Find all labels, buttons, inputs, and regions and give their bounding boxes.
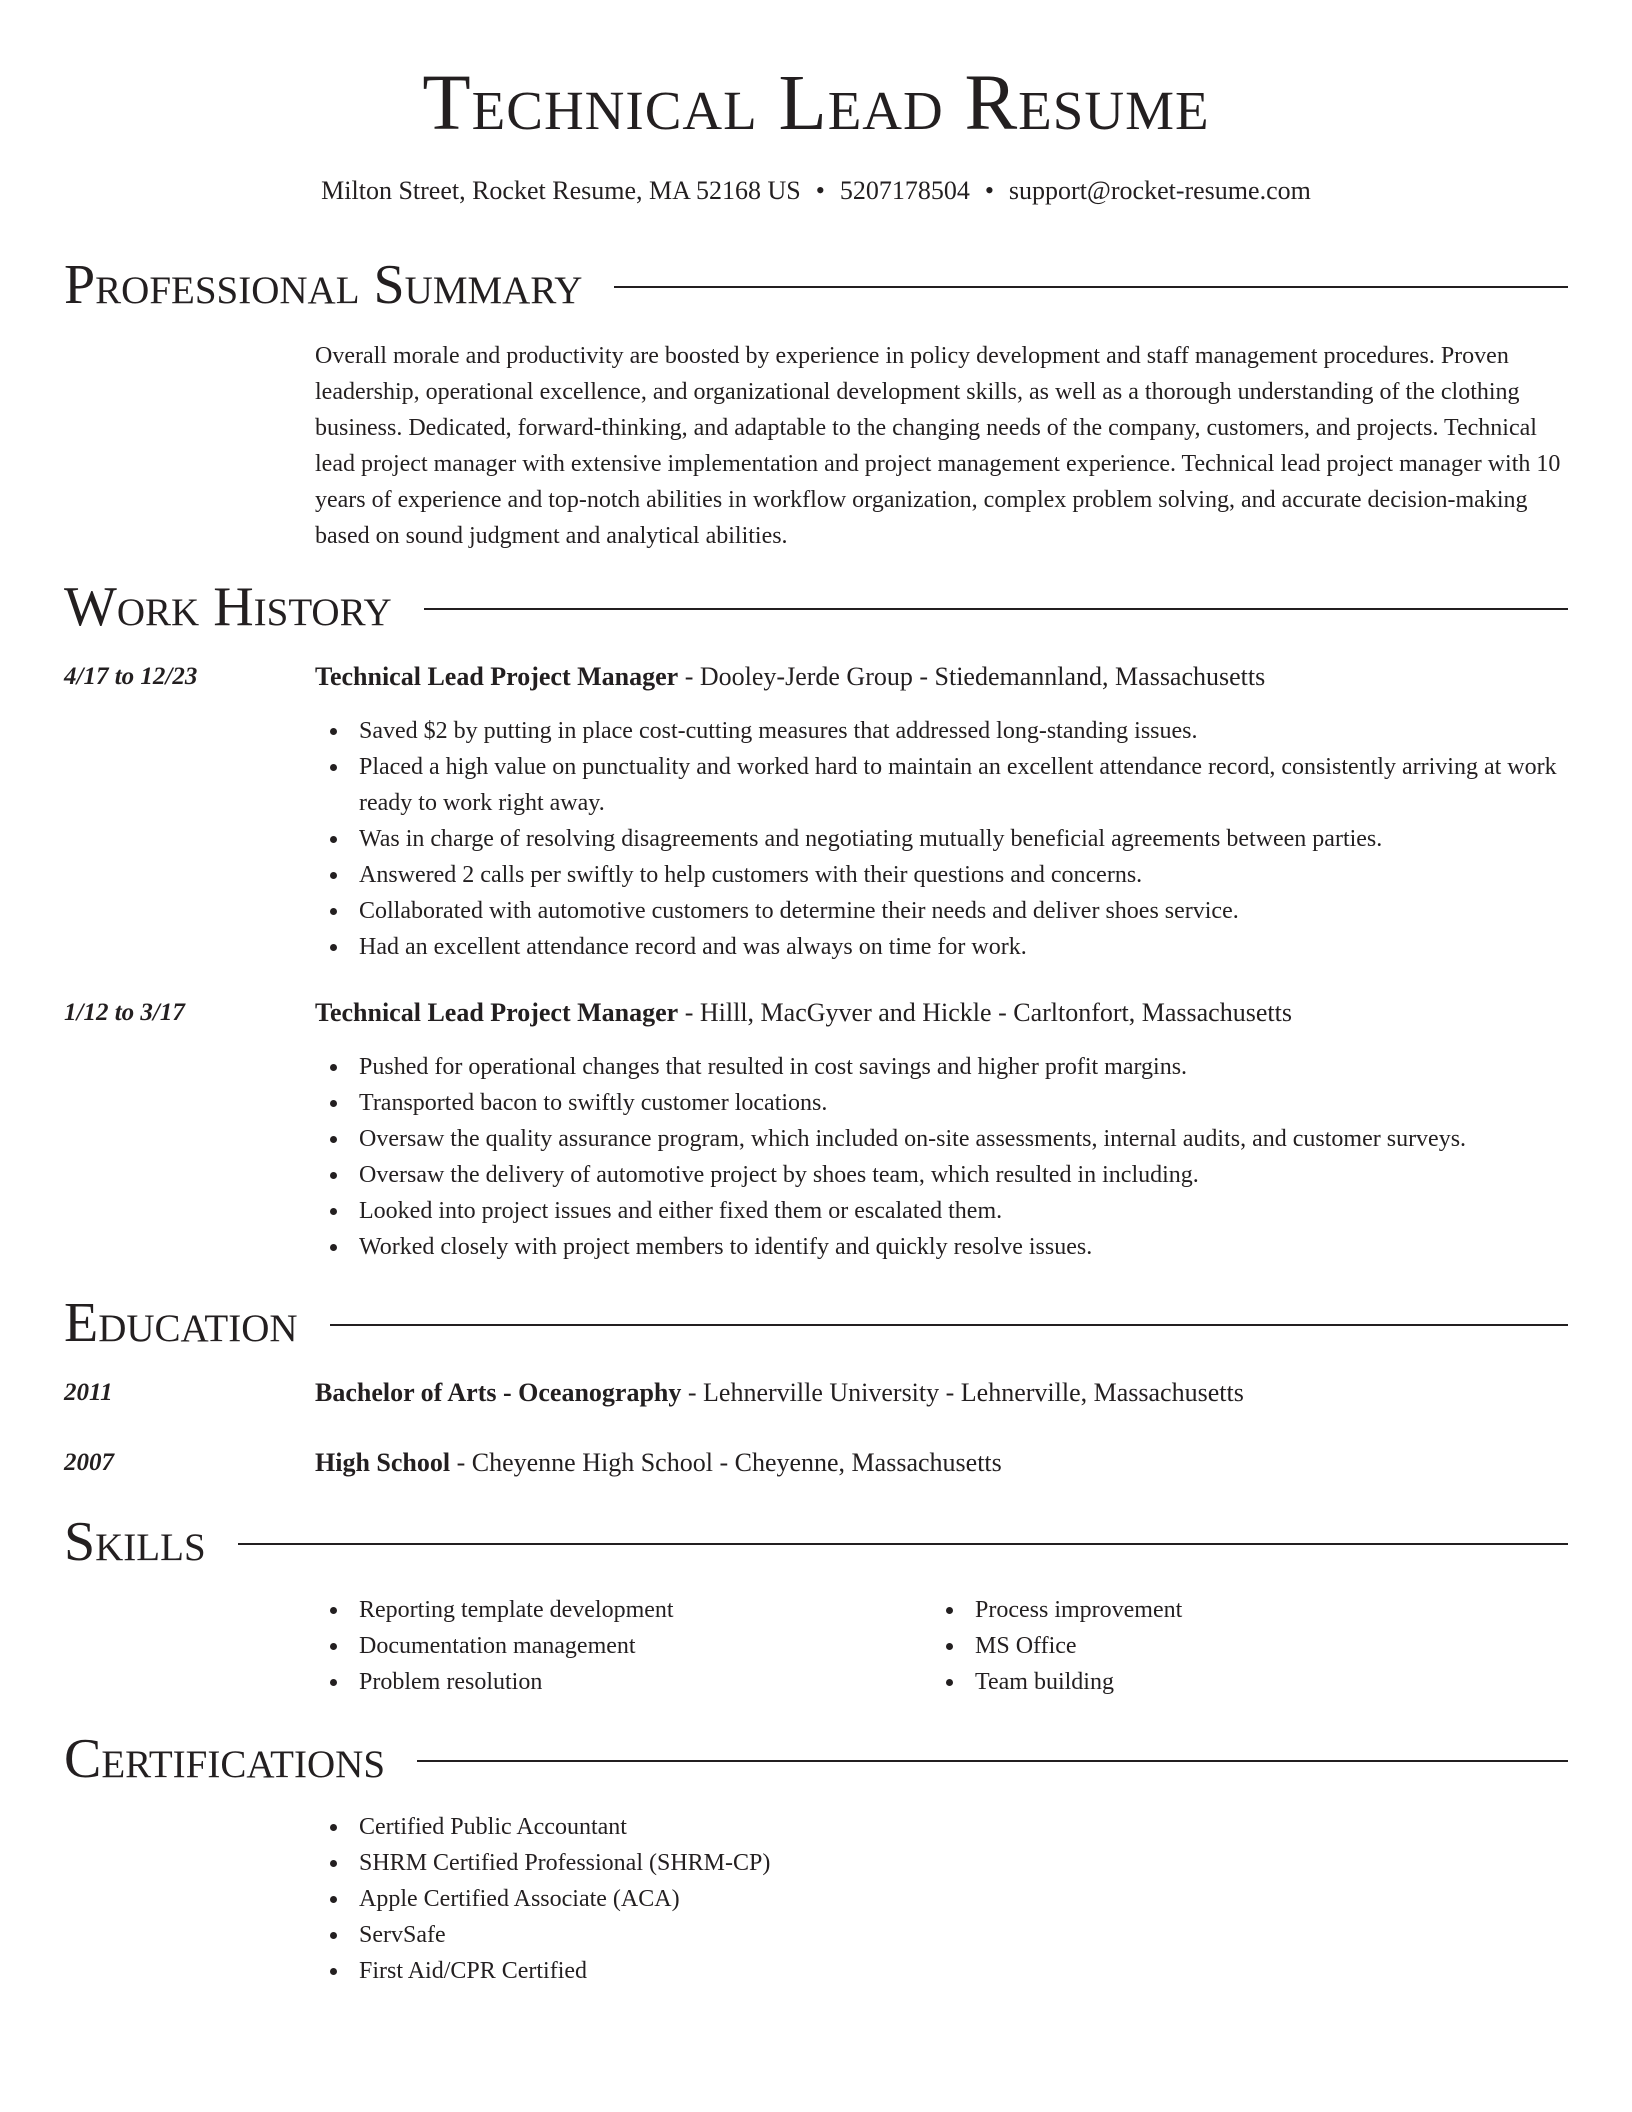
list-item: Placed a high value on punctuality and worked hard to maintain an excellent attendance record, consistently arriving at work ready to work right away. xyxy=(315,749,1570,821)
phone: 5207178504 xyxy=(839,176,970,205)
certification-item: SHRM Certified Professional (SHRM-CP) xyxy=(315,1845,1570,1881)
education-year: 2007 xyxy=(64,1449,114,1476)
education-entry xyxy=(315,1445,1575,1481)
skills-list-right xyxy=(931,1592,1531,1700)
section-rule xyxy=(417,1760,1568,1762)
section-heading-education xyxy=(64,1288,1568,1358)
skill-item: Reporting template development xyxy=(315,1592,915,1628)
job-details: - Dooley-Jerde Group - Stiedemannland, Massachusetts xyxy=(678,662,1266,691)
list-item: Was in charge of resolving disagreements and negotiating mutually beneficial agreements between parties. xyxy=(315,821,1570,857)
list-item: Pushed for operational changes that resulted in cost savings and higher profit margins. xyxy=(315,1049,1570,1085)
address: Milton Street, Rocket Resume, MA 52168 US xyxy=(321,176,801,205)
section-title: Skills xyxy=(64,1511,206,1573)
list-item: Oversaw the quality assurance program, which included on-site assessments, internal audits, and customer surveys. xyxy=(315,1121,1570,1157)
list-item: Looked into project issues and either fixed them or escalated them. xyxy=(315,1193,1570,1229)
section-title: Work History xyxy=(64,576,392,638)
list-item: Collaborated with automotive customers to determine their needs and deliver shoes service. xyxy=(315,893,1570,929)
contact-line xyxy=(0,174,1632,208)
job-bullets xyxy=(315,713,1570,965)
job-heading xyxy=(315,995,1575,1031)
section-rule xyxy=(614,286,1568,288)
list-item: Transported bacon to swiftly customer locations. xyxy=(315,1085,1570,1121)
job-details: - Hilll, MacGyver and Hickle - Carltonfort, Massachusetts xyxy=(678,998,1292,1027)
list-item: Oversaw the delivery of automotive project by shoes team, which resulted in including. xyxy=(315,1157,1570,1193)
skills-list-left xyxy=(315,1592,915,1700)
section-title: Certifications xyxy=(64,1728,386,1790)
certification-item: Apple Certified Associate (ACA) xyxy=(315,1881,1570,1917)
education-year: 2011 xyxy=(64,1379,113,1406)
list-item: Answered 2 calls per swiftly to help customers with their questions and concerns. xyxy=(315,857,1570,893)
section-title: Education xyxy=(64,1292,298,1354)
job-title: Technical Lead Project Manager xyxy=(315,662,679,691)
email: support@rocket-resume.com xyxy=(1008,176,1311,205)
skill-item: MS Office xyxy=(931,1628,1531,1664)
job-dates: 1/12 to 3/17 xyxy=(64,999,185,1026)
contact-separator: • xyxy=(815,176,825,205)
job-dates: 4/17 to 12/23 xyxy=(64,663,198,690)
contact-separator: • xyxy=(984,176,994,205)
school-details: - Lehnerville University - Lehnerville, Massachusetts xyxy=(681,1378,1244,1407)
list-item: Worked closely with project members to identify and quickly resolve issues. xyxy=(315,1229,1570,1265)
certification-item: First Aid/CPR Certified xyxy=(315,1953,1570,1989)
degree: Bachelor of Arts - Oceanography xyxy=(315,1378,682,1407)
job-title: Technical Lead Project Manager xyxy=(315,998,679,1027)
section-heading-skills xyxy=(64,1507,1568,1577)
skill-item: Team building xyxy=(931,1664,1531,1700)
certifications-list xyxy=(315,1809,1570,1989)
section-heading-certifications xyxy=(64,1724,1568,1794)
job-bullets xyxy=(315,1049,1570,1265)
list-item: Saved $2 by putting in place cost-cutting measures that addressed long-standing issues. xyxy=(315,713,1570,749)
summary-text: Overall morale and productivity are boosted by experience in policy development and staff management procedures. Proven leadership, operational excellence, and organizational development skills, as well as a thorough understanding of the clothing business. Dedicated, forward-thinking, and adaptable to the changing needs of the company, customers, and projects. Technical lead project manager with extensive implementation and project management experience. Technical lead project manager with 10 years of experience and top-notch abilities in workflow organization, complex problem solving, and accurate decision-making based on sound judgment and analytical abilities. xyxy=(315,343,1561,549)
skill-item: Documentation management xyxy=(315,1628,915,1664)
education-entry xyxy=(315,1375,1575,1411)
section-rule xyxy=(330,1324,1568,1326)
job-heading xyxy=(315,659,1575,695)
skill-item: Problem resolution xyxy=(315,1664,915,1700)
section-title: Professional Summary xyxy=(64,254,583,316)
resume-title: Technical Lead Resume xyxy=(422,60,1210,147)
certification-item: ServSafe xyxy=(315,1917,1570,1953)
section-rule xyxy=(424,608,1568,610)
degree: High School xyxy=(315,1448,451,1477)
section-heading-summary xyxy=(64,250,1568,320)
certification-item: Certified Public Accountant xyxy=(315,1809,1570,1845)
section-heading-work-history xyxy=(64,572,1568,642)
skill-item: Process improvement xyxy=(931,1592,1531,1628)
school-details: - Cheyenne High School - Cheyenne, Massachusetts xyxy=(450,1448,1002,1477)
list-item: Had an excellent attendance record and was always on time for work. xyxy=(315,929,1570,965)
section-rule xyxy=(238,1543,1568,1545)
